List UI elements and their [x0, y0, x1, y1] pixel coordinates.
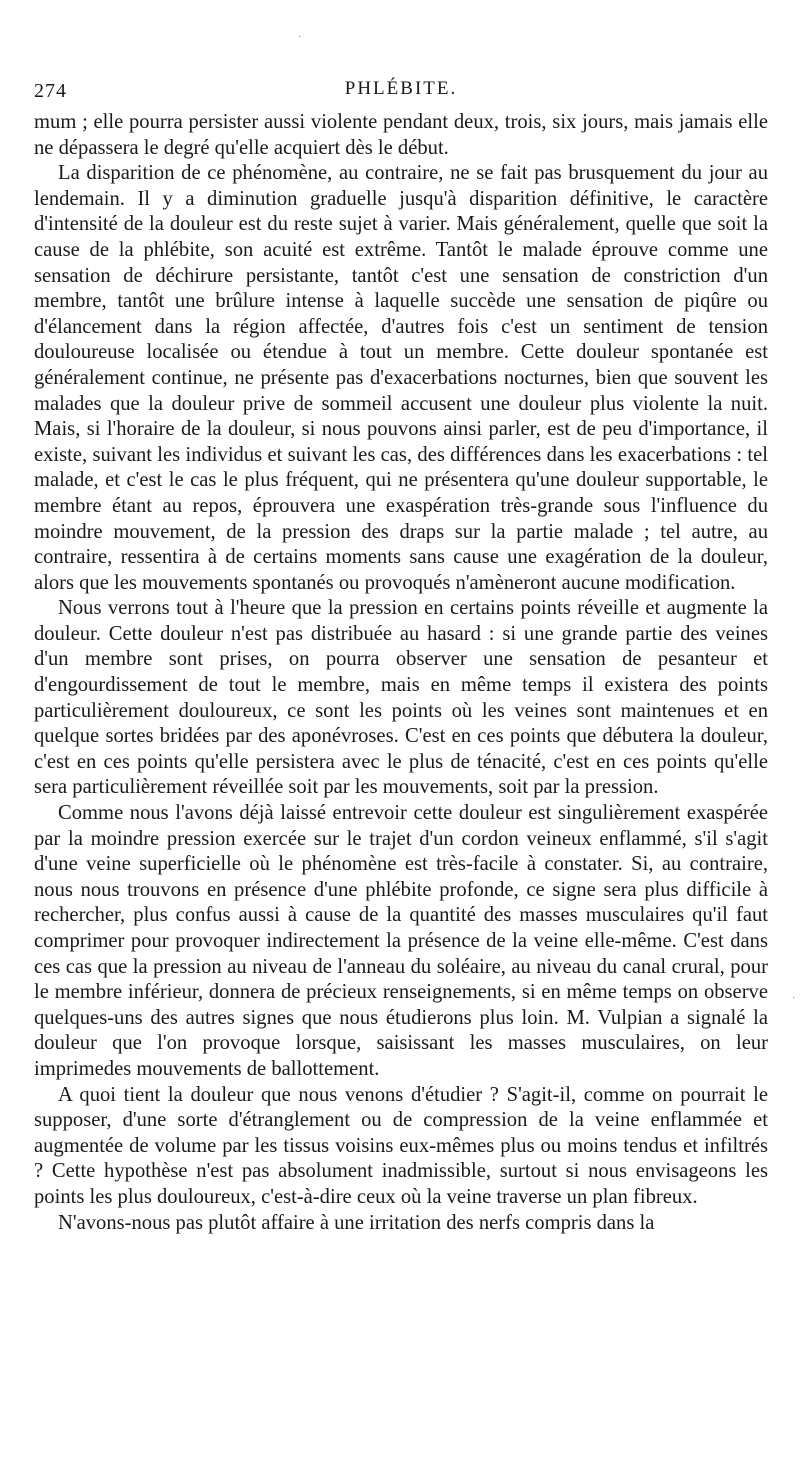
page-header [34, 70, 768, 104]
paragraph: N'avons-nous pas plutôt affaire à une irritation des nerfs compris dans la [58, 1211, 655, 1234]
body-text [34, 110, 768, 1236]
paragraph: A quoi tient la douleur que nous venons d'étudier ? S'agit-il, comme on pourrait le supposer, d'une sorte d'étranglement ou de compression de la veine enflammée et augmentée de volume par les tissus voisins eux-mêmes plus ou moins tendus et infiltrés ? Cette hypothèse n'est pas absolument inadmissible, surtout si nous envisageons les points les plus douloureux, c'est-à-dire ceux où la veine traverse un plan fibreux. [34, 1083, 768, 1208]
running-title: PHLÉBITE. [344, 78, 458, 99]
page-number: 274 [34, 80, 67, 102]
top-speck: · [298, 32, 302, 43]
margin-speck: · [792, 993, 796, 1004]
paragraph: Comme nous l'avons déjà laissé entrevoir cette douleur est singulièrement exaspérée par la moindre pression exercée sur le trajet d'un cordon veineux enflammé, s'il s'agit d'une veine superficielle où le phénomène est très-facile à constater. Si, au contraire, nous nous trouvons en présence d'une phlébite profonde, ce signe sera plus difficile à rechercher, plus confus aussi à cause de la quantité des masses musculaires qu'il faut comprimer pour provoquer indirectement la présence de la veine elle-même. C'est dans ces cas que la pression au niveau de l'anneau du soléaire, au niveau du canal crural, pour le membre inférieur, donnera de précieux renseignements, si en même temps on observe quelques-uns des autres signes que nous étudierons plus loin. M. Vulpian a signalé la douleur que l'on provoque lorsque, saisissant les masses musculaires, on leur imprimedes mouvements de ballottement. [34, 802, 768, 1080]
paragraph: Nous verrons tout à l'heure que la pression en certains points réveille et augmente la douleur. Cette douleur n'est pas distribuée au hasard : si une grande partie des veines d'un membre sont prises, on pourra observer une sensation de pesanteur et d'engourdissement de tout le membre, mais en même temps il existera des points particulièrement douloureux, ce sont les points où les veines sont maintenues et en quelque sortes bridées par des aponévroses. C'est en ces points que débutera la douleur, c'est en ces points qu'elle persistera avec le plus de ténacité, c'est en ces points qu'elle sera particulièrement réveillée soit par les mouvements, soit par la pression. [34, 597, 768, 799]
paragraph: La disparition de ce phénomène, au contraire, ne se fait pas brusquement du jour au lendemain. Il y a diminution graduelle jusqu'à disparition définitive, le caractère d'intensité de la douleur est du reste sujet à varier. Mais généralement, quelle que soit la cause de la phlébite, son acuité est extrême. Tantôt le malade éprouve comme une sensation de déchirure persistante, tantôt c'est une sensation de constriction d'un membre, tantôt une brûlure intense à laquelle succède une sensation de piqûre ou d'élancement dans la région affectée, d'autres fois c'est un sentiment de tension douloureuse localisée ou étendue à tout un membre. Cette douleur spontanée est généralement continue, ne présente pas d'exacerbations nocturnes, bien que souvent les malades que la douleur prive de sommeil accusent une douleur plus violente la nuit. Mais, si l'horaire de la douleur, si nous pouvons ainsi parler, est de peu d'importance, il existe, suivant les individus et suivant les cas, des différences dans les exacerbations : tel malade, et c'est le cas le plus fréquent, qui ne présentera qu'une douleur supportable, le membre étant au repos, éprouvera une exaspération très-grande sous l'influence du moindre mouvement, de la pression des draps sur la partie malade ; tel autre, au contraire, ressentira à de certains moments sans cause une exagération de la douleur, alors que les mouvements spontanés ou provoqués n'amèneront aucune modification. [34, 162, 768, 594]
paragraph: mum ; elle pourra persister aussi violente pendant deux, trois, six jours, mais jamais elle ne dépassera le degré qu'elle acquiert dès le début. [34, 111, 768, 159]
page-content [34, 70, 768, 1236]
